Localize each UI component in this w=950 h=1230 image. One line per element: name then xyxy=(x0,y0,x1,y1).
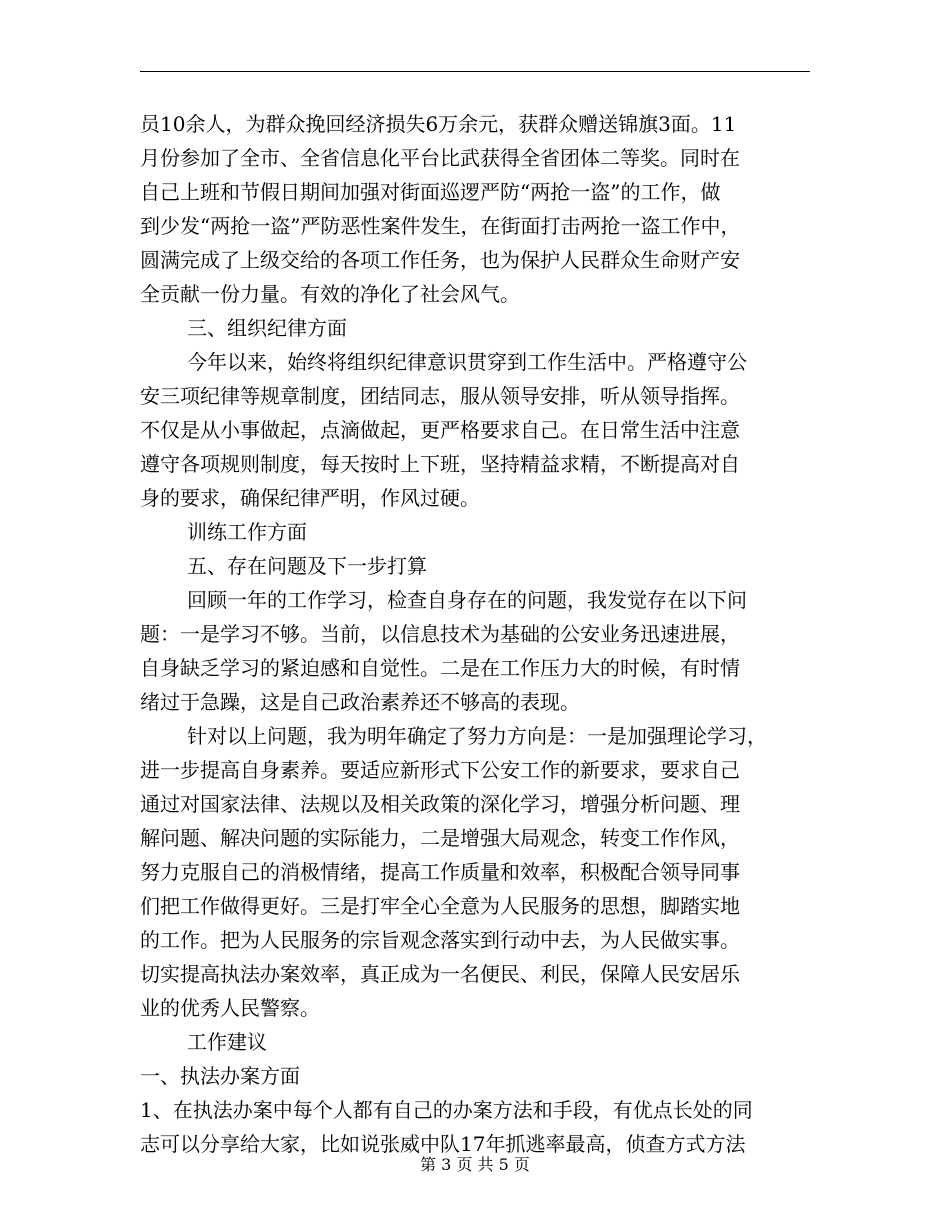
header-rule xyxy=(140,71,810,72)
text-line: 五、存在问题及下一步打算 xyxy=(187,554,427,578)
text-line: 身的要求，确保纪律严明，作风过硬。 xyxy=(140,486,480,510)
text-line: 自身缺乏学习的紧迫感和自觉性。二是在工作压力大的时候，有时情 xyxy=(140,656,740,680)
text-line: 训练工作方面 xyxy=(187,520,307,544)
text-line: 到少发“两抢一盗”严防恶性案件发生，在街面打击两抢一盗工作中， xyxy=(140,214,741,238)
text-line: 努力克服自己的消极情绪，提高工作质量和效率，积极配合领导同事 xyxy=(140,860,740,884)
text-line: 1、在执法办案中每个人都有自己的办案方法和手段，有优点长处的同 xyxy=(140,1098,753,1122)
text-line: 绪过于急躁，这是自己政治素养还不够高的表现。 xyxy=(140,690,580,714)
text-line: 针对以上问题，我为明年确定了努力方向是：一是加强理论学习， xyxy=(187,724,767,748)
text-line: 遵守各项规则制度，每天按时上下班，坚持精益求精，不断提高对自 xyxy=(140,452,740,476)
text-line: 工作建议 xyxy=(187,1030,267,1054)
text-line: 不仅是从小事做起，点滴做起，更严格要求自己。在日常生活中注意 xyxy=(140,418,740,442)
text-line: 圆满完成了上级交给的各项工作任务，也为保护人民群众生命财产安 xyxy=(140,248,740,272)
text-line: 们把工作做得更好。三是打牢全心全意为人民服务的思想，脚踏实地 xyxy=(140,894,740,918)
text-line: 回顾一年的工作学习，检查自身存在的问题，我发觉存在以下问 xyxy=(187,588,747,612)
text-line: 一、执法办案方面 xyxy=(140,1064,300,1088)
text-line: 题：一是学习不够。当前，以信息技术为基础的公安业务迅速进展， xyxy=(140,622,740,646)
text-line: 志可以分享给大家，比如说张威中队17年抓逃率最高，侦查方式方法 xyxy=(140,1132,746,1156)
text-line: 全贡献一份力量。有效的净化了社会风气。 xyxy=(140,282,520,306)
text-line: 三、组织纪律方面 xyxy=(187,316,347,340)
text-line: 今年以来，始终将组织纪律意识贯穿到工作生活中。严格遵守公 xyxy=(187,350,747,374)
text-line: 员10余人，为群众挽回经济损失6万余元，获群众赠送锦旗3面。11 xyxy=(140,112,737,136)
text-line: 业的优秀人民警察。 xyxy=(140,996,320,1020)
document-body xyxy=(140,107,810,1161)
text-line: 安三项纪律等规章制度，团结同志，服从领导安排，听从领导指挥。 xyxy=(140,384,740,408)
text-line: 解问题、解决问题的实际能力，二是增强大局观念，转变工作作风， xyxy=(140,826,740,850)
text-line: 进一步提高自身素养。要适应新形式下公安工作的新要求，要求自己 xyxy=(140,758,740,782)
text-line: 月份参加了全市、全省信息化平台比武获得全省团体二等奖。同时在 xyxy=(140,146,740,170)
page-number-footer: 第 3 页 共 5 页 xyxy=(420,1155,530,1174)
text-line: 切实提高执法办案效率，真正成为一名便民、利民，保障人民安居乐 xyxy=(140,962,740,986)
text-line: 的工作。把为人民服务的宗旨观念落实到行动中去，为人民做实事。 xyxy=(140,928,740,952)
text-line: 通过对国家法律、法规以及相关政策的深化学习，增强分析问题、理 xyxy=(140,792,740,816)
text-line: 自己上班和节假日期间加强对街面巡逻严防“两抢一盗”的工作，做 xyxy=(140,180,721,204)
